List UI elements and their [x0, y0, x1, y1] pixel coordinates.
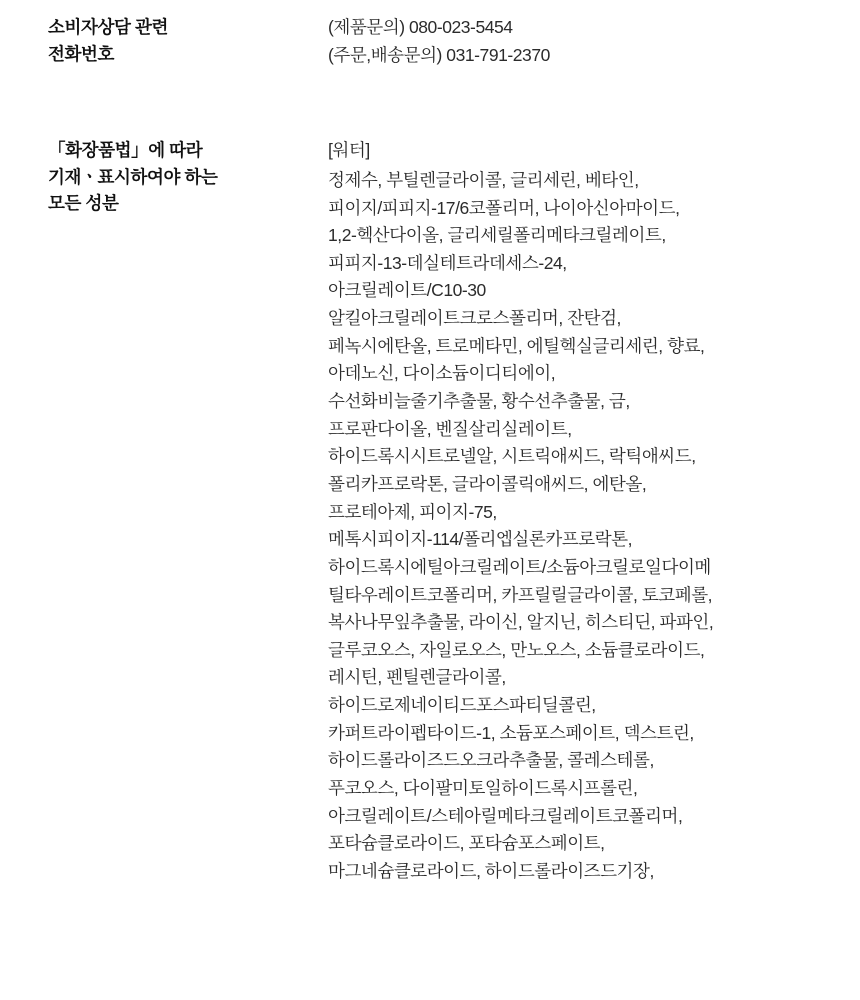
- ingredient-line: 아크릴레이트/스테아릴메타크릴레이트코폴리머,: [328, 805, 683, 826]
- spacer-cell: [328, 69, 860, 137]
- ingredient-line: 틸타우레이트코폴리머, 카프릴릴글라이콜, 토코페롤,: [328, 584, 713, 605]
- ingredient-line: 프로판다이올, 벤질살리실레이트,: [328, 418, 572, 439]
- product-spec-table: [0, 14, 860, 886]
- ingredient-line: 1,2-헥산다이올, 글리세릴폴리메타크릴레이트,: [328, 225, 666, 246]
- ingredient-line: 정제수, 부틸렌글라이콜, 글리세린, 베타인,: [328, 169, 639, 190]
- ingredient-line: 하이드록시에틸아크릴레이트/소듐아크릴로일다이메: [328, 556, 711, 577]
- row-label-ingredients: 「화장품법」에 따라 기재ㆍ표시하여야 하는 모든 성분: [48, 140, 218, 214]
- ingredient-line: 하이드로제네이티드포스파티딜콜린,: [328, 695, 596, 716]
- ingredient-line: 마그네슘클로라이드, 하이드롤라이즈드기장,: [328, 860, 654, 881]
- ingredient-line: 수선화비늘줄기추출물, 황수선추출물, 금,: [328, 391, 630, 412]
- ingredient-line: 글루코오스, 자일로오스, 만노오스, 소듐클로라이드,: [328, 639, 705, 660]
- row-spacer: [0, 69, 860, 137]
- ingredient-line: 하이드록시시트로넬알, 시트릭애씨드, 락틱애씨드,: [328, 446, 696, 467]
- table-row-ingredients: [0, 137, 860, 885]
- row-value-ingredients: [328, 137, 860, 885]
- ingredient-line: 하이드롤라이즈드오크라추출물, 콜레스테롤,: [328, 750, 654, 771]
- ingredient-line: 복사나무잎추출물, 라이신, 알지닌, 히스티딘, 파파인,: [328, 612, 714, 633]
- ingredient-line: 폴리카프로락톤, 글라이콜릭애씨드, 에탄올,: [328, 473, 647, 494]
- ingredient-line: 피피지-13-데실테트라데세스-24,: [328, 252, 567, 273]
- ingredient-line: 알킬아크릴레이트크로스폴리머, 잔탄검,: [328, 308, 621, 329]
- phone-line: (주문,배송문의) 031-791-2370: [328, 44, 550, 65]
- row-label-consumer-phone: 소비자상담 관련 전화번호: [48, 17, 168, 64]
- row-value-consumer-phone: [328, 14, 860, 69]
- ingredient-line: 레시틴, 펜틸렌글라이콜,: [328, 667, 506, 688]
- ingredient-line: 아데노신, 다이소듐이디티에이,: [328, 363, 556, 384]
- phone-line: (제품문의) 080-023-5454: [328, 17, 513, 37]
- ingredient-line: 프로테아제, 피이지-75,: [328, 501, 497, 522]
- table-row-consumer-phone: [0, 14, 860, 69]
- ingredient-line: 피이지/피피지-17/6코폴리머, 나이아신아마이드,: [328, 197, 680, 218]
- ingredient-line: 아크릴레이트/C10-30: [328, 280, 486, 301]
- ingredient-line: 카퍼트라이펩타이드-1, 소듐포스페이트, 덱스트린,: [328, 722, 694, 743]
- ingredient-line: 메톡시피이지-114/폴리엡실론카프로락톤,: [328, 529, 633, 550]
- ingredient-line: 푸코오스, 다이팔미토일하이드록시프롤린,: [328, 778, 638, 799]
- ingredient-line: 페녹시에탄올, 트로메타민, 에틸헥실글리세린, 향료,: [328, 335, 705, 356]
- ingredient-line: [워터]: [328, 140, 370, 161]
- spacer-cell: [0, 69, 328, 137]
- ingredient-line: 포타슘클로라이드, 포타슘포스페이트,: [328, 833, 605, 854]
